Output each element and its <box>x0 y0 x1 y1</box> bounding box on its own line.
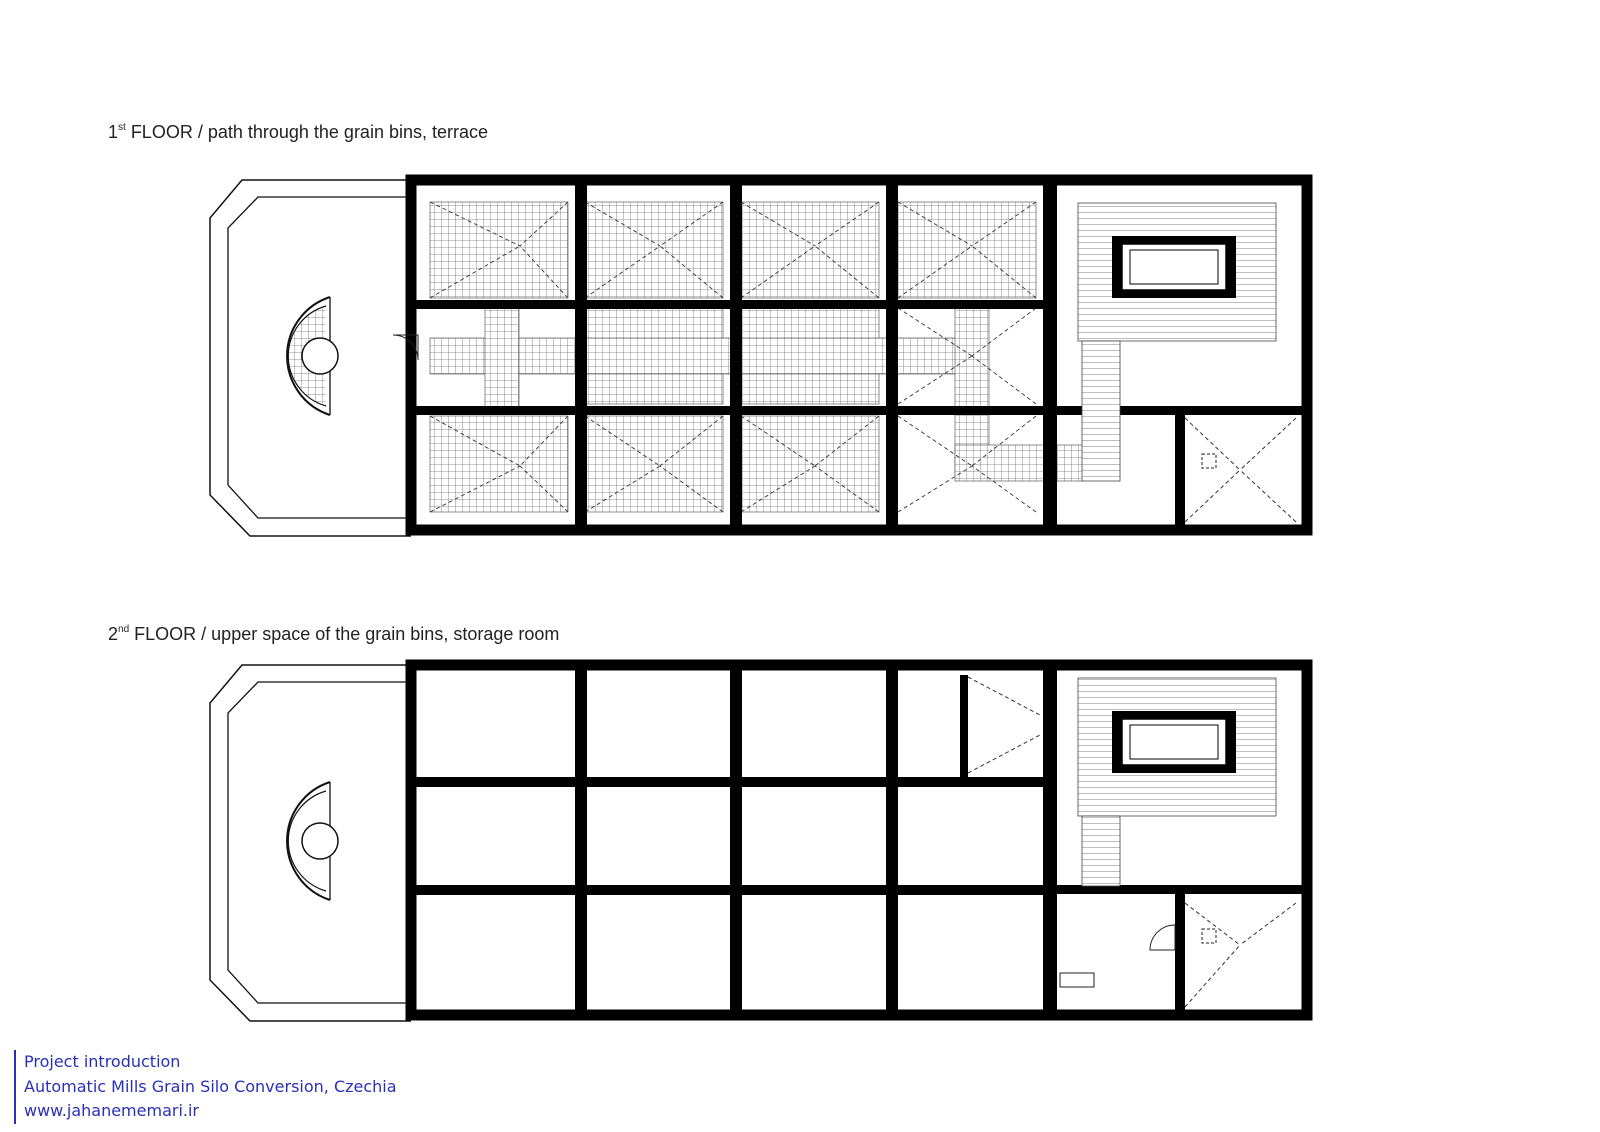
caption-website-link[interactable]: www.jahanememari.ir <box>24 1101 200 1120</box>
second-floor-plan <box>0 655 1600 1055</box>
spiral-stair-icon <box>287 297 338 415</box>
floor-ordinal-suffix: nd <box>118 624 130 635</box>
floor-ordinal-suffix: st <box>118 122 126 133</box>
stair-core <box>1078 678 1276 886</box>
floor-number: 2 <box>108 624 119 644</box>
spiral-stair-icon <box>287 782 338 900</box>
door-swing-icon <box>1150 925 1175 950</box>
floor-label: FLOOR / upper space of the grain bins, storage room <box>134 624 560 644</box>
caption-heading: Project introduction <box>24 1052 181 1071</box>
first-floor-plan <box>0 170 1600 570</box>
floor-label: FLOOR / path through the grain bins, terrace <box>130 122 488 142</box>
caption-project-name: Automatic Mills Grain Silo Conversion, Czechia <box>24 1076 397 1096</box>
floor-number: 1 <box>108 122 119 142</box>
plan-title-first-floor <box>108 122 488 143</box>
grain-bins <box>430 202 1085 512</box>
plan-title-second-floor <box>108 624 559 645</box>
project-caption <box>14 1050 397 1124</box>
